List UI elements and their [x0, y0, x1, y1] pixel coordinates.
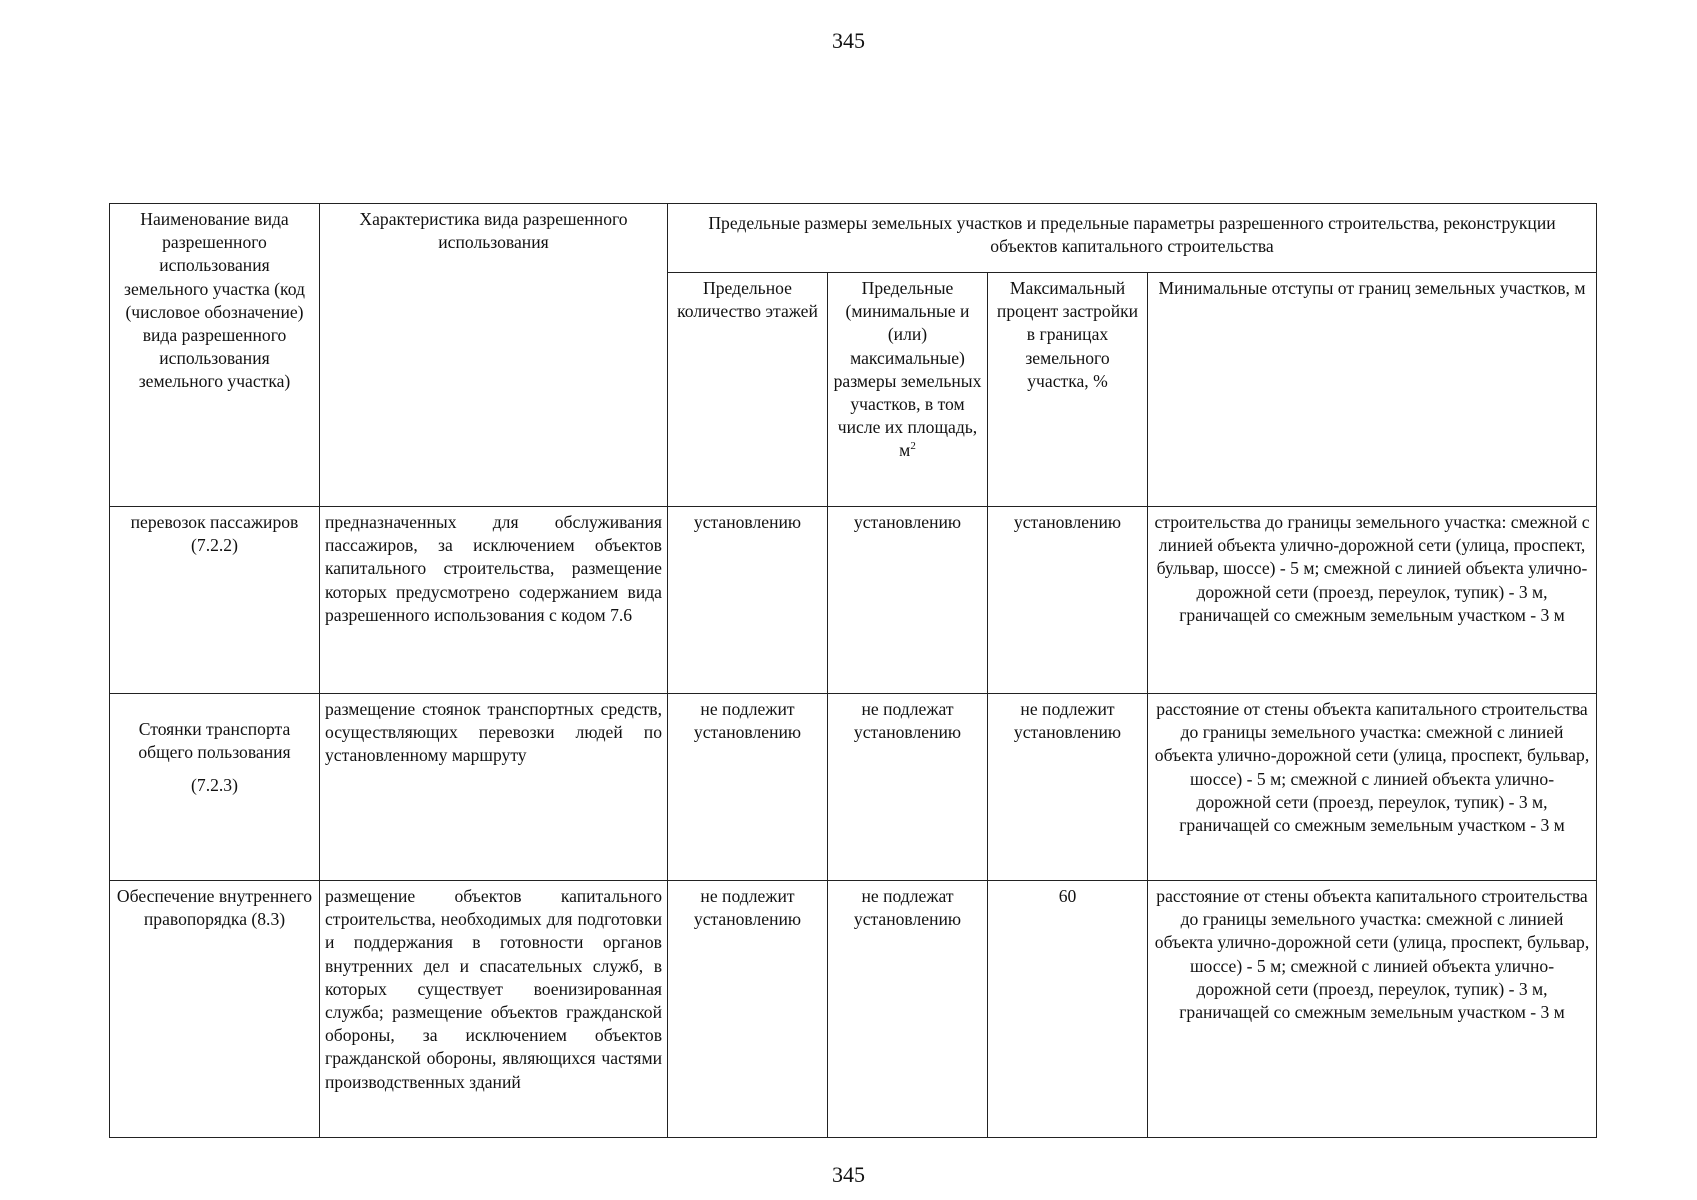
header-coverage: Максимальный процент застройки в границах земельного участка, %: [988, 273, 1148, 507]
regulations-table: [109, 203, 1597, 1138]
table-row: [110, 694, 1597, 881]
header-characteristic-col: Характеристика вида разрешенного использования: [320, 204, 668, 507]
header-sizes-text: Предельные (минимальные и (или) максимальные) размеры земельных участков, в том числе их площадь, м: [833, 278, 982, 461]
header-sizes: [828, 273, 988, 507]
row2-name-text: Стоянки транспорта общего пользования: [138, 719, 291, 763]
page-number-bottom: 345: [832, 1162, 865, 1187]
row2-floors: не подлежит установлению: [668, 694, 828, 881]
row3-characteristic: размещение объектов капитального строительства, необходимых для подготовки и поддержания в готовности органов внутренних дел и спасательных служб, в которых существует военизированная служба; размещение объектов гражданской обороны, за исключением объектов гражданской обороны, являющихся частями производственных зданий: [320, 881, 668, 1138]
row3-floors: не подлежит установлению: [668, 881, 828, 1138]
header-name-col: Наименование вида разрешенного использования земельного участка (код (числовое обозначение) вида разрешенного использования земельного участка): [110, 204, 320, 507]
row2-sizes: не подлежат установлению: [828, 694, 988, 881]
row1-setbacks: строительства до границы земельного участка: смежной с линией объекта улично-дорожной сети (улица, проспект, бульвар, шоссе) - 5 м; смежной с линией объекта улично-дорожной сети (проезд, переулок, тупик) - 3 м, граничащей со смежным земельным участком - 3 м: [1148, 507, 1597, 694]
header-sizes-sup: 2: [910, 440, 916, 453]
row2-setbacks: расстояние от стены объекта капитального строительства до границы земельного участка: смежной с линией объекта улично-дорожной сети (улица, проспект, бульвар, шоссе) - 5 м; смежной с линией объекта улично-дорожной сети (проезд, переулок, тупик) - 3 м, граничащей со смежным земельным участком - 3 м: [1148, 694, 1597, 881]
row1-name-text: перевозок пассажиров: [130, 512, 299, 532]
row2-name: [110, 694, 320, 881]
row2-characteristic: размещение стоянок транспортных средств, осуществляющих перевозки людей по установленному маршруту: [320, 694, 668, 881]
table-header-row-1: [110, 204, 1597, 273]
table-row: [110, 881, 1597, 1138]
row1-name: [110, 507, 320, 694]
row3-setbacks: расстояние от стены объекта капитального строительства до границы земельного участка: смежной с линией объекта улично-дорожной сети (улица, проспект, бульвар, шоссе) - 5 м; смежной с линией объекта улично-дорожной сети (проезд, переулок, тупик) - 3 м, граничащей со смежным земельным участком - 3 м: [1148, 881, 1597, 1138]
header-limits-group: Предельные размеры земельных участков и предельные параметры разрешенного строительства, реконструкции объектов капитального строительства: [668, 204, 1597, 273]
row1-coverage: установлению: [988, 507, 1148, 694]
row3-name: [110, 881, 320, 1138]
row1-sizes: установлению: [828, 507, 988, 694]
row3-coverage: 60: [988, 881, 1148, 1138]
row1-code: (7.2.2): [191, 535, 238, 556]
row2-code: (7.2.3): [191, 775, 238, 796]
row2-coverage: не подлежит установлению: [988, 694, 1148, 881]
row3-sizes: не подлежат установлению: [828, 881, 988, 1138]
page-number-top: 345: [832, 28, 865, 53]
row3-name-text: Обеспечение внутреннего правопорядка (8.3): [116, 886, 313, 930]
header-setbacks: Минимальные отступы от границ земельных участков, м: [1148, 273, 1597, 507]
table-row: [110, 507, 1597, 694]
row1-floors: установлению: [668, 507, 828, 694]
row1-characteristic: предназначенных для обслуживания пассажиров, за исключением объектов капитального строительства, размещение которых предусмотрено содержанием вида разрешенного использования с кодом 7.6: [320, 507, 668, 694]
header-floors: Предельное количество этажей: [668, 273, 828, 507]
